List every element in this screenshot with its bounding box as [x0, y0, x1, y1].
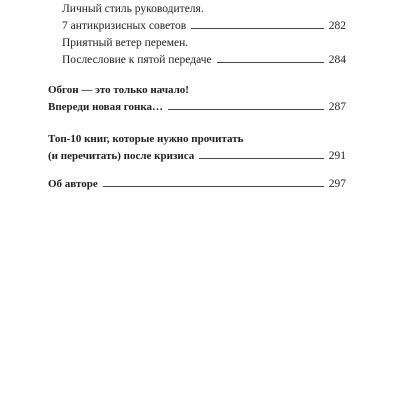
- toc-entry-last-line: [48, 148, 346, 165]
- toc-entry-title-line: Впереди новая гонка…: [48, 101, 164, 113]
- toc-entry-about-author: [48, 176, 346, 193]
- toc-page-number: 297: [328, 178, 346, 190]
- toc-entry-afterword: [48, 35, 346, 69]
- toc-entry-title-line: Послесловие к пятой передаче: [62, 54, 212, 66]
- toc-entry-title-line: Приятный ветер перемен.: [62, 37, 189, 49]
- dot-leader: [191, 28, 324, 29]
- toc-entry-title-line: 7 антикризисных советов: [62, 20, 187, 32]
- toc-entry-leader-style: [48, 1, 346, 35]
- toc-entry-last-line: [48, 99, 346, 116]
- toc-entry-title-line: Личный стиль руководителя.: [62, 3, 204, 15]
- toc-entry-overtaking: [48, 82, 346, 116]
- toc-entry-title-line: Об авторе: [48, 178, 98, 190]
- toc-page-number: 291: [328, 150, 346, 162]
- dot-leader: [103, 186, 324, 187]
- toc-entry-last-line: [48, 176, 346, 193]
- toc-page-number: 284: [328, 54, 346, 66]
- toc-entry-title-line: Топ-10 книг, которые нужно прочитать: [48, 133, 244, 145]
- dot-leader: [199, 158, 324, 159]
- dot-leader: [168, 109, 324, 110]
- toc-entry-last-line: [62, 18, 346, 35]
- toc-entry-top-books: [48, 131, 346, 165]
- toc-entry-last-line: [62, 52, 346, 69]
- toc-page-number: 287: [328, 101, 346, 113]
- toc-page-number: 282: [328, 20, 346, 32]
- toc-entry-title-line: (и перечитать) после кризиса: [48, 150, 195, 162]
- dot-leader: [217, 62, 324, 63]
- toc-entry-title-line: Обгон — это только начало!: [48, 84, 189, 96]
